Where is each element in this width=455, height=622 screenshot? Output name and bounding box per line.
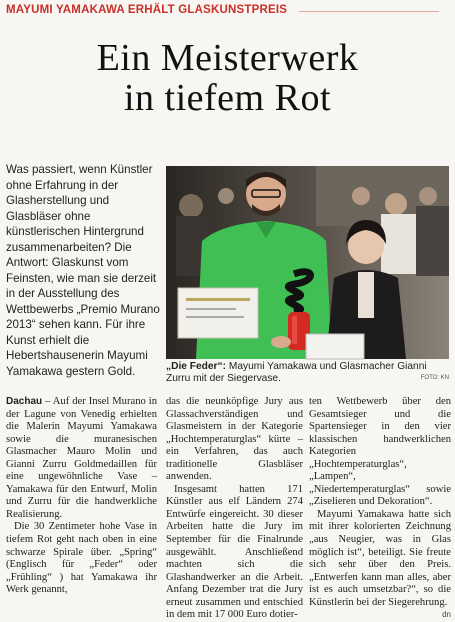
col1-paragraph-2: Die 30 Zentimeter hohe Vase in tiefem Rot geht nach oben in eine schwarze Spirale über. „Spring“ (Englisch für „Feder“ oder „Frühling“ ) hat Yamakawa ihr Werk genannt, [6, 521, 157, 596]
lead-paragraph: Was passiert, wenn Künstler ohne Erfahrung in der Glasherstellung und Glasbläser ohne künstlerischen Hintergrund zusammenarbeiten? Die Antwort: Glaskunst vom Feinsten, wie man sie derzeit in der Ausstellung des Wettbewerbs „Premio Murano 2013“ sehen kann. Für ihre Kunst erhielt die Hebertshausenerin Mayumi Yamakawa gestern Gold. [6, 163, 160, 378]
kicker-rule [299, 11, 439, 12]
photo-illustration [166, 166, 449, 359]
article-column-1 [6, 396, 157, 597]
caption-text: Mayumi Yamakawa und Glasmacher Gianni Zurru mit der Siegervase. [166, 361, 427, 385]
photo-caption [166, 361, 449, 386]
caption-title: „Die Feder“: [166, 361, 227, 372]
col1-paragraph-1 [6, 396, 157, 521]
dateline: Dachau [6, 396, 43, 407]
kicker-line: MAYUMI YAMAKAWA ERHÄLT GLASKUNSTPREIS [6, 4, 288, 16]
headline-line-2: in tiefem Rot [123, 77, 332, 119]
col3-p2-text: Mayumi Yamakawa hatte sich mit ihrer kolorierten Zeichnung „aus Neugier, was in Glas möglich ist“, beteiligt. Sie freute sich sehr über den Preis. „Entwerfen kann man alles, aber ist es auch umsetzbar?“, so die Künstlerin bei der Siegerehrung. [309, 508, 451, 608]
article-column-3 [309, 396, 451, 622]
col2-paragraph-2: Insgesamt hatten 171 Künstler aus elf Ländern 274 Entwürfe eingereicht. 30 dieser Arbeiten hatte die Jury im September für die Finalrunde ausgewählt. Anschließend machten sich die Glashandwerker an die Arbeit. Anfang Dezember trat die Jury erneut zusammen und entschied in dem mit 17 000 Euro dotier- [166, 483, 303, 621]
headline-line-1: Ein Meisterwerk [96, 37, 359, 79]
col3-paragraph-1: ten Wettbewerb über den Gesamtsieger und die Spartensieger in den vier klassischen handwerklichen Kategorien „Hochtemperaturglas“, „Lampen“, „Niedertemperaturglas“ sowie „Ziselieren und Dekoration“. [309, 396, 451, 508]
author-signature: dn [442, 610, 451, 620]
col2-paragraph-1: das die neunköpfige Jury aus Glassachverständigen und Glasmeistern in der Kategorie „Hochtemperaturglas“ kürte – ein Verfahren, das auch traditionelle Glasbläser anwenden. [166, 396, 303, 483]
headline [0, 38, 455, 118]
photo-credit: FOTO: KN [420, 375, 449, 381]
col3-paragraph-2 [309, 508, 451, 620]
col1-p1-text: – Auf der Insel Murano in der Lagune von Venedig erhielten die Malerin Mayumi Yamakawa sowie die muranesischen Glasmacher Mauro Molin und Gianni Zurru Goldmedaillen für eine ungewöhnliche Vase – Yamakawa für den Entwurf, Molin und Zurru für die handwerkliche Realisierung. [6, 396, 157, 520]
article-column-2 [166, 396, 303, 622]
article-photo [166, 166, 449, 359]
